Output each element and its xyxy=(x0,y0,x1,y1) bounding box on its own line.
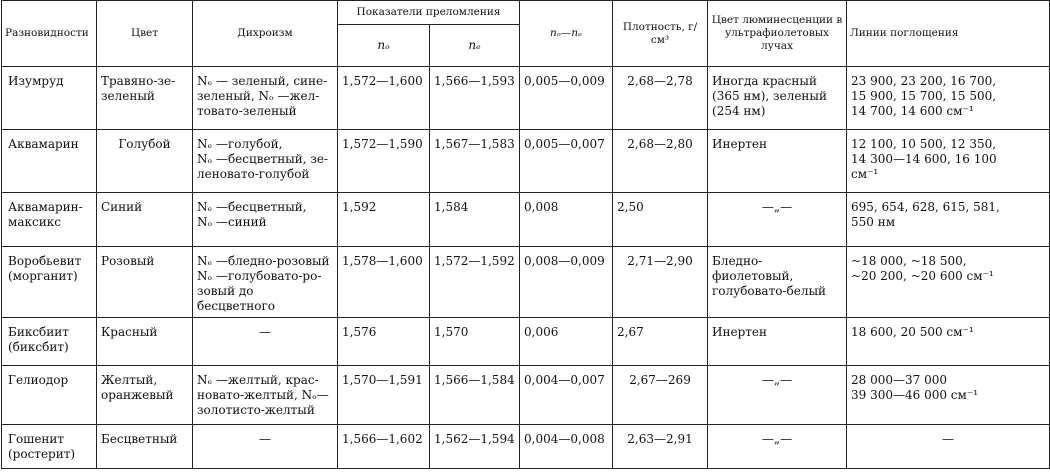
color-cell: Травяно-зе- зеленый xyxy=(97,67,193,130)
no-cell: 1,576 xyxy=(338,318,430,366)
density-cell: 2,63—2,91 xyxy=(613,425,708,469)
header-density: Плотность, г/см³ xyxy=(613,1,708,67)
no-cell: 1,578—1,600 xyxy=(338,247,430,318)
ne-cell: 1,562—1,594 xyxy=(430,425,520,469)
luminescence-cell: Инертен xyxy=(708,130,847,193)
header-color: Цвет xyxy=(97,1,193,67)
dichroism-cell: Nₑ — зеленый, сине- зеленый, Nₒ —жел- товато-зеленый xyxy=(193,67,338,130)
dichroism-cell: Nₑ —желтый, крас- новато-желтый, Nₒ— золотисто-желтый xyxy=(193,366,338,425)
absorption-cell: 695, 654, 628, 615, 581, 550 нм xyxy=(847,193,1050,247)
color-cell: Голубой xyxy=(97,130,193,193)
ne-cell: 1,572—1,592 xyxy=(430,247,520,318)
luminescence-cell: Бледно-фиолетовый, голубовато-белый xyxy=(708,247,847,318)
density-cell: 2,68—2,80 xyxy=(613,130,708,193)
absorption-cell: ~18 000, ~18 500, ~20 200, ~20 600 см⁻¹ xyxy=(847,247,1050,318)
variety-cell: Изумруд xyxy=(2,67,97,130)
dichroism-cell: — xyxy=(193,425,338,469)
header-absorption: Линии поглощения xyxy=(847,1,1050,67)
biref-cell: 0,006 xyxy=(520,318,613,366)
absorption-cell: 28 000—37 000 39 300—46 000 см⁻¹ xyxy=(847,366,1050,425)
dichroism-cell: Nₑ —бесцветный, Nₒ —синий xyxy=(193,193,338,247)
table-row xyxy=(2,130,1050,193)
density-cell: 2,71—2,90 xyxy=(613,247,708,318)
density-cell: 2,67—269 xyxy=(613,366,708,425)
luminescence-cell: —„— xyxy=(708,366,847,425)
biref-cell: 0,005—0,009 xyxy=(520,67,613,130)
no-cell: 1,592 xyxy=(338,193,430,247)
ne-cell: 1,566—1,593 xyxy=(430,67,520,130)
color-cell: Красный xyxy=(97,318,193,366)
ne-cell: 1,584 xyxy=(430,193,520,247)
table-row xyxy=(2,193,1050,247)
density-cell: 2,67 xyxy=(613,318,708,366)
absorption-cell: 12 100, 10 500, 12 350, 14 300—14 600, 16 100 см⁻¹ xyxy=(847,130,1050,193)
luminescence-cell: —„— xyxy=(708,425,847,469)
variety-cell: Гошенит (ростерит) xyxy=(2,425,97,469)
header-refraction: Показатели преломления xyxy=(338,1,520,25)
no-cell: 1,572—1,590 xyxy=(338,130,430,193)
table-row xyxy=(2,318,1050,366)
color-cell: Бесцветный xyxy=(97,425,193,469)
variety-cell: Гелиодор xyxy=(2,366,97,425)
variety-cell: Аквамарин- максикс xyxy=(2,193,97,247)
table-row xyxy=(2,67,1050,130)
luminescence-cell: Инертен xyxy=(708,318,847,366)
table-row xyxy=(2,425,1050,469)
variety-cell: Биксбиит (биксбит) xyxy=(2,318,97,366)
luminescence-cell: —„— xyxy=(708,193,847,247)
absorption-cell: 23 900, 23 200, 16 700, 15 900, 15 700, 15 500, 14 700, 14 600 см⁻¹ xyxy=(847,67,1050,130)
luminescence-cell: Иногда красный (365 нм), зеленый (254 нм) xyxy=(708,67,847,130)
variety-cell: Воробьевит (морганит) xyxy=(2,247,97,318)
dichroism-cell: Nₑ —голубой, Nₒ —бесцветный, зе- леновато-голубой xyxy=(193,130,338,193)
color-cell: Розовый xyxy=(97,247,193,318)
no-cell: 1,566—1,602 xyxy=(338,425,430,469)
header-luminescence: Цвет люминесценции в ультрафиолетовых лучах xyxy=(708,1,847,67)
biref-cell: 0,008—0,009 xyxy=(520,247,613,318)
absorption-cell: — xyxy=(847,425,1050,469)
header-variety: Разновидности xyxy=(2,1,97,67)
dichroism-cell: — xyxy=(193,318,338,366)
biref-cell: 0,005—0,007 xyxy=(520,130,613,193)
biref-cell: 0,004—0,007 xyxy=(520,366,613,425)
ne-cell: 1,566—1,584 xyxy=(430,366,520,425)
biref-cell: 0,004—0,008 xyxy=(520,425,613,469)
no-cell: 1,570—1,591 xyxy=(338,366,430,425)
table-row xyxy=(2,247,1050,318)
variety-cell: Аквамарин xyxy=(2,130,97,193)
density-cell: 2,50 xyxy=(613,193,708,247)
color-cell: Синий xyxy=(97,193,193,247)
header-no: nₒ xyxy=(338,25,430,67)
ne-cell: 1,567—1,583 xyxy=(430,130,520,193)
header-dichroism: Дихроизм xyxy=(193,1,338,67)
beryl-varieties-table xyxy=(1,0,1050,469)
header-birefringence: nₒ—nₑ xyxy=(520,1,613,67)
density-cell: 2,68—2,78 xyxy=(613,67,708,130)
biref-cell: 0,008 xyxy=(520,193,613,247)
absorption-cell: 18 600, 20 500 см⁻¹ xyxy=(847,318,1050,366)
no-cell: 1,572—1,600 xyxy=(338,67,430,130)
ne-cell: 1,570 xyxy=(430,318,520,366)
table-row xyxy=(2,366,1050,425)
color-cell: Желтый, оранжевый xyxy=(97,366,193,425)
dichroism-cell: Nₑ —бледно-розовый Nₒ —голубовато-ро- зовый до бесцветного xyxy=(193,247,338,318)
header-ne: nₑ xyxy=(430,25,520,67)
